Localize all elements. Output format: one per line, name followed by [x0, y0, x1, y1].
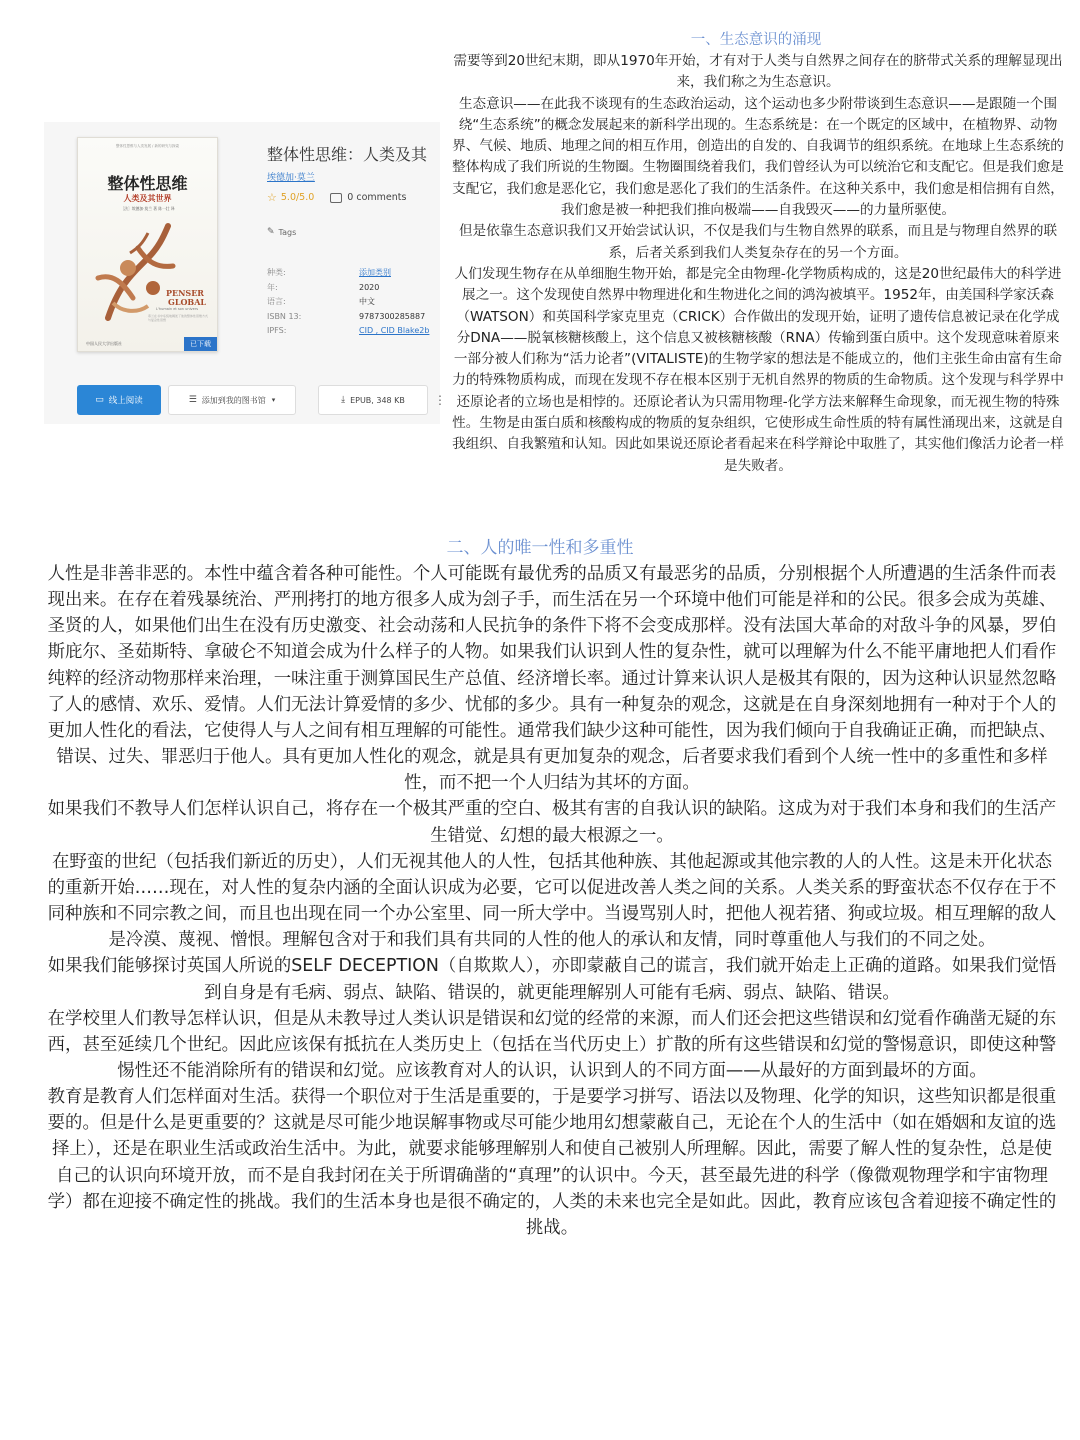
book-title: 整体性思维：人类及其: [267, 145, 428, 164]
meta-label: ISBN 13:: [267, 311, 302, 321]
add-to-library-label: 添加到我的图书馆: [201, 395, 266, 405]
meta-label: IPFS:: [267, 326, 287, 335]
paragraph: 人性是非善非恶的。本性中蕴含着各种可能性。个人可能既有最优秀的品质又有最恶劣的品质，分别根据个人所遭遇的生活条件而表现出来。在存在着残暴统治、严刑拷打的地方很多人成为刽子手，而生活在另一个环境中他们可能是祥和的公民。很多会成为英雄、圣贤的人，如果他们出生在没有历史激变、社会动荡和人民抗争的条件下将不会变成那样。没有法国大革命的对敌斗争的风暴，罗伯斯庇尔、圣茹斯特、拿破仑不知道会成为什么样子的人物。如果我们认识到人性的复杂性，就可以理解为什么不能平庸地把人们看作纯粹的经济动物那样来治理，一味注重于测算国民生产总值、经济增长率。通过计算来认识人是极其有限的，因为这种认识显然忽略了人的感情、欢乐、爱情。人们无法计算爱情的多少、忧郁的多少。具有一种复杂的观念，这就是在自身深刻地拥有一种对于个人的更加人性化的看法，它使得人与人之间有相互理解的可能性。通常我们缺少这种可能性，因为我们倾向于自我确证正确，而把缺点、错误、过失、罪恶归于他人。具有更加人性化的观念，就是具有更加复杂的观念，后者要求我们看到个人统一性中的多重性和多样性，而不把一个人归结为其坏的方面。: [47, 564, 1057, 794]
downloaded-badge: 已下载: [184, 337, 217, 351]
paragraph: 如果我们不教导人们怎样认识自己，将存在一个极其严重的空白、极其有害的自我认识的缺陷。这成为对于我们本身和我们的生活产生错觉、幻想的最大根源之一。: [47, 799, 1057, 846]
meta-label: 语言:: [267, 297, 286, 306]
paragraph: 需要等到20世纪末期，即从1970年开始，才有对于人类与自然界之间存在的脐带式关系的理解显现出来，我们称之为生态意识。: [453, 53, 1063, 91]
cover-foreign-title-1: PENSER: [166, 288, 204, 298]
download-button[interactable]: [318, 385, 428, 415]
ipfs-link[interactable]: CID , CID Blake2b: [359, 326, 430, 335]
meta-label: 种类:: [267, 268, 286, 277]
meta-value: 2020: [359, 282, 380, 292]
cover-authors: ［法］埃德加·莫兰 著 陈一壮 译: [120, 206, 175, 211]
section-2-body: [46, 561, 1058, 1241]
cover-blurb: 莫兰在书中系统地阐述了他的整体性思维方式与复杂性思想: [148, 314, 209, 322]
star-icon: ☆: [267, 191, 277, 204]
download-label: EPUB, 348 KB: [350, 395, 405, 405]
comment-icon: [330, 193, 342, 203]
paragraph: 在野蛮的世纪（包括我们新近的历史），人们无视其他人的人性，包括其他种族、其他起源或其他宗教的人的人性。这是未开化状态的重新开始……现在，对人性的复杂内涵的全面认识成为必要，它可以促进改善人类之间的关系。人类关系的野蛮状态不仅存在于不同种族和不同宗教之间，而且也出现在同一个办公室里、同一所大学中。当谩骂别人时，把他人视若猪、狗或垃圾。相互理解的敌人是冷漠、蔑视、憎恨。理解包含对于和我们具有共同的人性的他人的承认和友情，同时尊重他人与我们的不同之处。: [47, 851, 1057, 951]
meta-label: 年:: [267, 282, 278, 292]
cover-title: 整体性思维: [107, 174, 188, 193]
chevron-down-icon: ▾: [271, 396, 276, 404]
category-link[interactable]: 添加类别: [359, 268, 391, 277]
cover-publisher: 中国人民大学出版社: [86, 341, 122, 346]
cover-illustration: [88, 218, 183, 328]
book-card: [44, 122, 446, 424]
cover-subtitle: 人类及其世界: [123, 194, 172, 203]
book-author-link[interactable]: 埃德加·莫兰: [267, 173, 315, 183]
add-to-library-button[interactable]: [168, 385, 296, 415]
meta-row: [267, 324, 429, 339]
paragraph: 人们发现生物存在从单细胞生物开始，都是完全由物理-化学物质构成的，这是20世纪最伟大的科学进展之一。这个发现使自然界中物理进化和生物进化之间的鸿沟被填平。1952年，由美国科学家沃森（WATSON）和英国科学家克里克（CRICK）合作做出的发现开始，证明了遗传信息被记录在化学成分DNA——脱氧核糖核酸上，这个信息又被核糖核酸（RNA）传输到蛋白质中。这个发现意味着原来一部分被人们称为“活力论者”(VITALISTE)的生物学家的想法是不能成立的，他们主张生命由富有生命力的特殊物质构成，而现在发现不存在根本区别于无机自然界的物质的生命物质。这个发现与科学界中还原论者的立场也是相悖的。还原论者认为只需用物理-化学方法来解释生命现象，而无视生物的特殊性。生物是由蛋白质和核酸构成的物质的复杂组织，它使形成生命性质的特有属性涌现出来，这就是自我组织、自我繁殖和认知。因此如果说还原论者看起来在科学辩论中取胜了，其实他们像活力论者一样是失败者。: [452, 265, 1064, 474]
comments-count: 0 comments: [347, 192, 407, 203]
book-metadata: [267, 266, 429, 339]
tags-button[interactable]: [267, 227, 296, 237]
section-heading: 二、人的唯一性和多重性: [446, 538, 634, 558]
pencil-icon: ✎: [267, 227, 275, 237]
cover-top-text: 整体性思维与人类发展 / 新的研究与探索: [116, 144, 179, 148]
paragraph: 教育是教育人们怎样面对生活。获得一个职位对于生活是重要的，于是要学习拼写、语法以及物理、化学的知识，这些知识都是很重要的。但是什么是更重要的？这就是尽可能少地误解事物或尽可能少地用幻想蒙蔽自己，无论在个人的生活中（如在婚姻和友谊的选择上），还是在职业生活或政治生活中。为此，就要求能够理解别人和使自己被别人所理解。因此，需要了解人性的复杂性，总是使自己的认识向环境开放，而不是自我封闭在关于所谓确凿的“真理”的认识中。今天，甚至最先进的科学（像微观物理学和宇宙物理学）都在迎接不确定性的挑战。我们的生活本身也是很不确定的，人类的未来也完全是如此。因此，教育应该包含着迎接不确定性的挑战。: [47, 1087, 1057, 1238]
meta-value: 9787300285887: [359, 311, 426, 321]
more-icon[interactable]: ⋮: [434, 393, 446, 407]
paragraph: 但是依靠生态意识我们又开始尝试认识，不仅是我们与生物自然界的联系，而且是与物理自然界的联系，后者关系到我们人类复杂存在的另一个方面。: [458, 223, 1058, 261]
read-online-label: 线上阅读: [108, 396, 143, 406]
book-cover[interactable]: [77, 137, 218, 352]
paragraph: 在学校里人们教导怎样认识，但是从未教导过人类认识是错误和幻觉的经常的来源，而人们还会把这些错误和幻觉看作确凿无疑的东西，甚至延续几个世纪。因此应该保有抵抗在人类历史上（包括在当代历史上）扩散的所有这些错误和幻觉的警惕意识，即使这种警惕性还不能消除所有的错误和幻觉。应该教育对人的认识，认识到人的不同方面——从最好的方面到最坏的方面。: [47, 1008, 1057, 1081]
cover-foreign-title-2: GLOBAL: [168, 297, 207, 307]
rating-row: [267, 191, 406, 204]
paragraph: 如果我们能够探讨英国人所说的SELF DECEPTION（自欺欺人），亦即蒙蔽自己的谎言，我们就开始走上正确的道路。如果我们觉悟到自身是有毛病、弱点、缺陷、错误的，就更能理解别人可能有毛病、弱点、缺陷、错误。: [47, 956, 1057, 1003]
book-icon: ▭: [95, 395, 104, 405]
read-online-button[interactable]: [77, 385, 161, 415]
meta-value: 中文: [359, 297, 375, 306]
meta-row: [267, 281, 429, 296]
meta-row: [267, 310, 429, 325]
rating-score: 5.0/5.0: [280, 192, 315, 203]
section-1-body: [452, 51, 1064, 477]
comments-link[interactable]: [330, 192, 406, 203]
meta-row: [267, 295, 429, 310]
paragraph: 生态意识——在此我不谈现有的生态政治运动，这个运动也多少附带谈到生态意识——是跟随一个围绕“生态系统”的概念发展起来的新科学出现的。生态系统是：在一个既定的区域中，在植物界、动物界、气候、地质、地理之间的相互作用，创造出的自发的、自我调节的组织系统。在地球上生态系统的整体构成了我们所说的生物圈。生物圈围绕着我们，我们曾经认为可以统治它和支配它。但是我们愈是支配它，我们愈是恶化它，我们愈是恶化了我们的生活条件。在这种关系中，我们愈是相信拥有自然，我们愈是被一种把我们推向极端——自我毁灭——的力量所驱使。: [452, 95, 1064, 219]
cover-foreign-subtitle: L'humain et son univers: [156, 307, 199, 311]
meta-row: [267, 266, 429, 281]
section-heading: 一、生态意识的涌现: [690, 32, 822, 48]
tags-label: Tags: [278, 227, 297, 237]
download-icon: ⤓: [341, 395, 346, 405]
shelf-icon: ☰: [188, 395, 197, 405]
